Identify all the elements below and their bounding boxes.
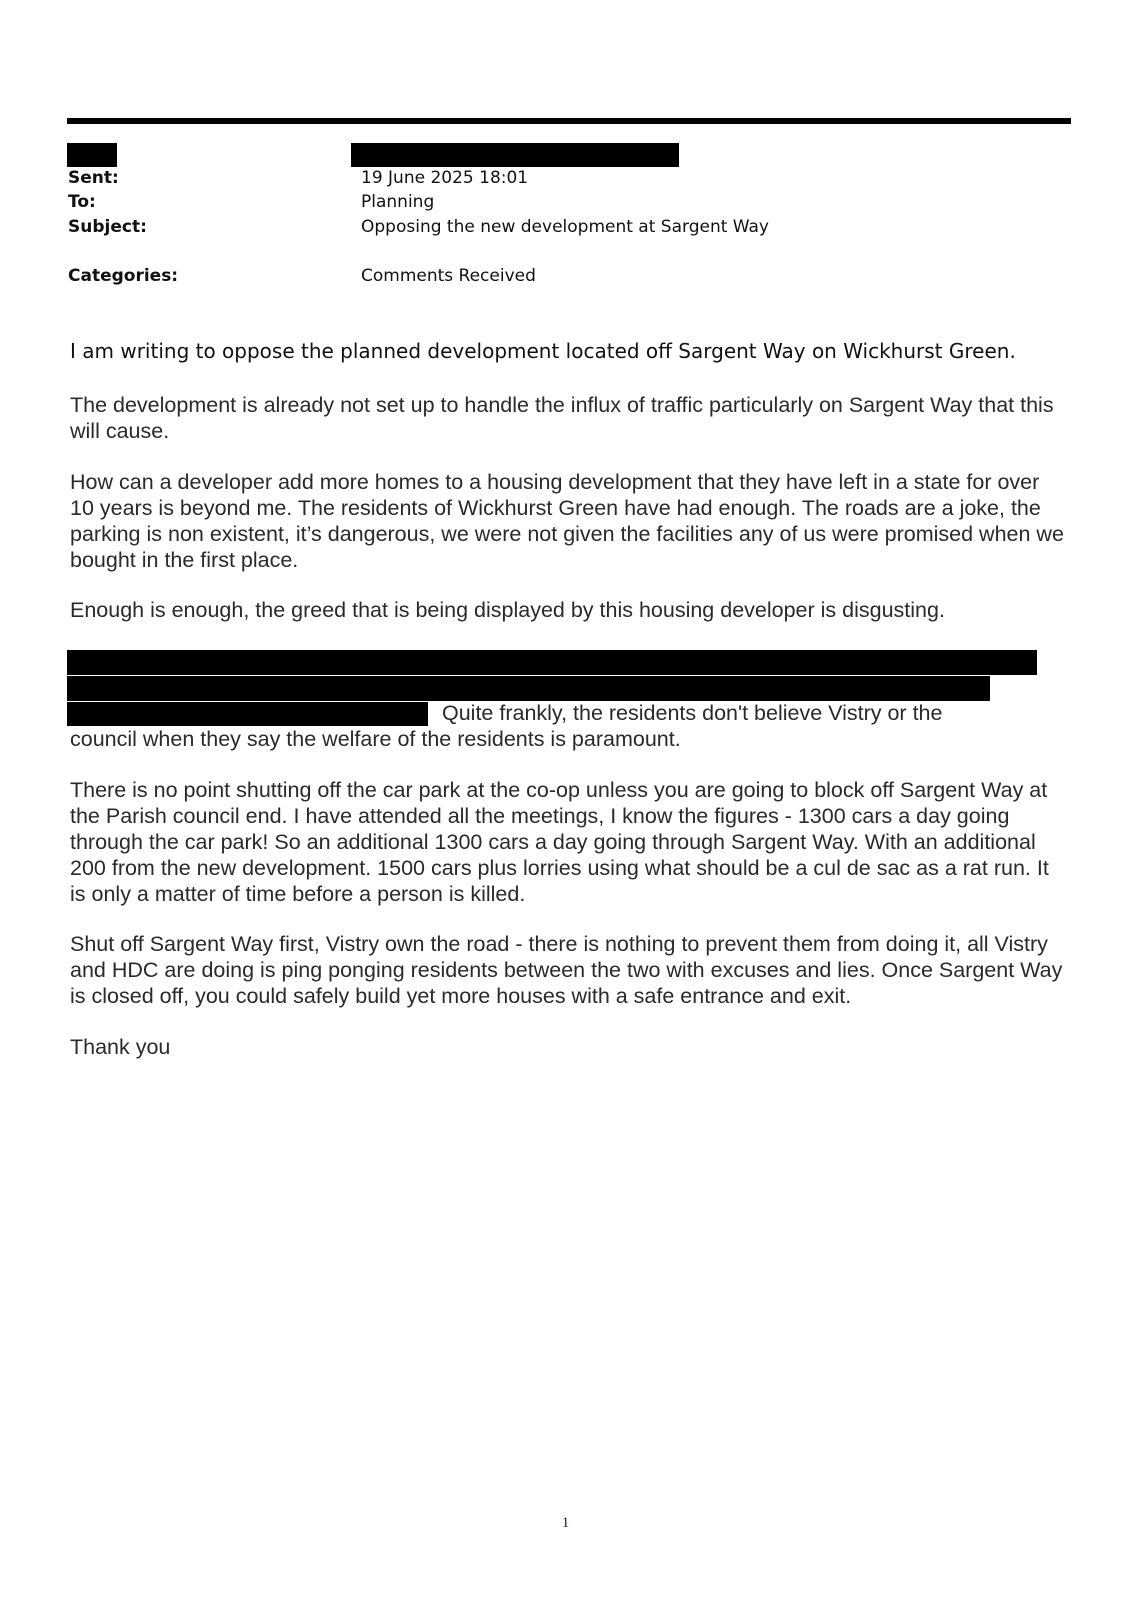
to-row (68, 190, 1068, 214)
categories-row (68, 264, 1068, 288)
redacted-text-line-2 (67, 676, 990, 701)
sent-label: Sent: (68, 168, 119, 188)
subject-value: Opposing the new development at Sargent Way (361, 217, 769, 237)
body-paragraph-car-park: There is no point shutting off the car park at the co-op unless you are going to block off Sargent Way at the Parish council end. I have attended all the meetings, I know the figures - 1300 cars a day going through the car park! So an additional 1300 cars a day going through Sargent Way. With an additional 200 from the new development. 1500 cars plus lorries using what should be a cul de sac as a rat run. It is only a matter of time before a person is killed. (70, 778, 1049, 906)
body-paragraph-intro: I am writing to oppose the planned development located off Sargent Way on Wickhurst Green. (70, 339, 1016, 363)
to-label: To: (68, 192, 96, 212)
sent-value: 19 June 2025 18:01 (361, 168, 529, 188)
body-paragraph-frankly-line1: Quite frankly, the residents don't believe Vistry or the (442, 701, 943, 725)
subject-row (68, 215, 1068, 239)
body-paragraph-developer: How can a developer add more homes to a housing development that they have left in a state for over 10 years is beyond me. The residents of Wickhurst Green have had enough. The roads are a joke, the parking is non existent, it’s dangerous, we were not given the facilities any of us were promised when we bought in the first place. (70, 470, 1064, 572)
redacted-from-label (67, 143, 117, 167)
body-paragraph-shut-off: Shut off Sargent Way first, Vistry own the road - there is nothing to prevent them from doing it, all Vistry and HDC are doing is ping ponging residents between the two with excuses and lies. Once Sargent Way is closed off, you could safely build yet more houses with a safe entrance and exit. (70, 932, 1063, 1008)
body-paragraph-traffic: The development is already not set up to handle the influx of traffic particularly on Sargent Way that this will cause. (70, 393, 1054, 443)
redacted-from-value (351, 143, 679, 167)
body-paragraph-frankly-line2: council when they say the welfare of the residents is paramount. (70, 727, 681, 751)
categories-value: Comments Received (361, 266, 536, 286)
sent-row (68, 166, 1068, 190)
to-value: Planning (361, 192, 435, 212)
body-paragraph-thanks: Thank you (70, 1035, 171, 1059)
categories-label: Categories: (68, 266, 179, 286)
redacted-text-line-1 (67, 650, 1037, 675)
redacted-text-line-3 (67, 702, 428, 726)
body-paragraph-greed: Enough is enough, the greed that is being displayed by this housing developer is disgusting. (70, 598, 945, 622)
subject-label: Subject: (68, 217, 147, 237)
page-number: 1 (561, 1515, 570, 1531)
header-rule (67, 118, 1071, 124)
